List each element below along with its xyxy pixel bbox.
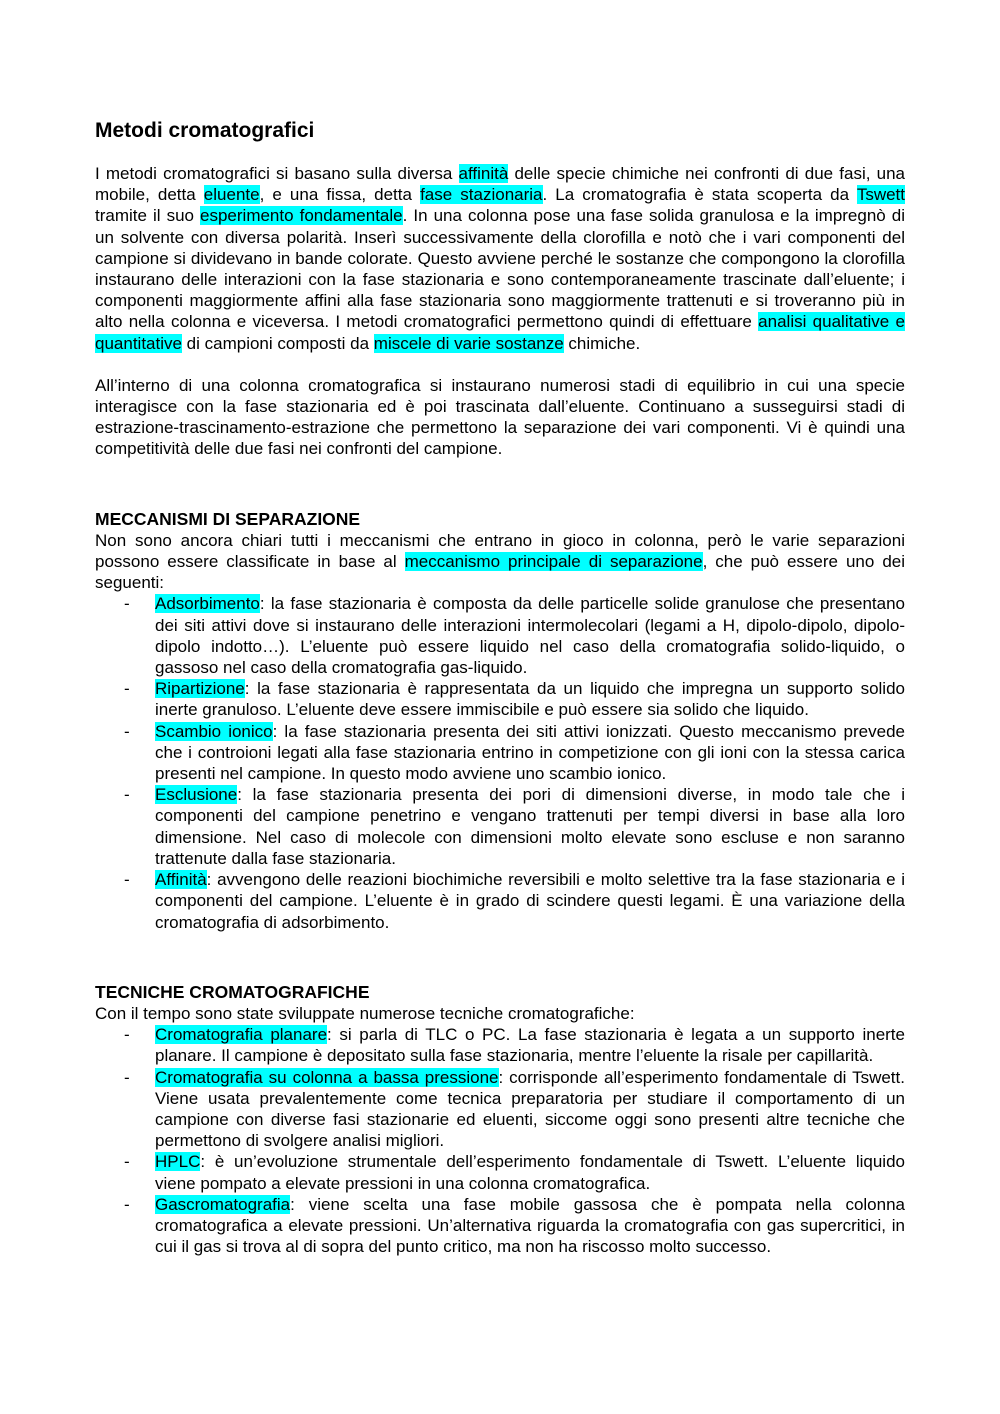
highlight-affinita: affinità [458, 164, 509, 183]
highlight-analisi: analisi qualitative e quantitative [95, 312, 905, 353]
list-term: Gascromatografia [155, 1194, 291, 1214]
list-dash: - [124, 594, 130, 614]
list-dash: - [124, 785, 130, 805]
text-run: chimiche. [563, 333, 641, 353]
list-item [95, 1024, 905, 1066]
list-item [95, 593, 905, 678]
list-item [95, 869, 905, 933]
list-dash: - [124, 721, 130, 741]
techniques-heading: TECNICHE CROMATOGRAFICHE [95, 981, 370, 1002]
highlight-meccanismo: meccanismo principale di separazione [404, 552, 703, 572]
list-term: Ripartizione [155, 679, 245, 699]
highlight-esperimento: esperimento fondamentale [200, 206, 403, 226]
list-dash: - [124, 1025, 130, 1045]
list-text: : è un’evoluzione strumentale dell’esperimento fondamentale di Tswett. L’eluente liquido viene pompato a elevate pressioni in una colonna cromatografica. [155, 1152, 905, 1193]
list-text: : la fase stazionaria presenta dei pori di dimensioni diverse, in modo tale che i componenti del campione penetrino e vengano trattenuti per tempi diversi in base alla loro dimensione. Nel caso di molecole con dimensioni molto elevate sono escluse e non saranno trattenute dalla fase stazionaria. [155, 785, 905, 868]
list-term: Esclusione [155, 785, 238, 805]
separation-list [95, 593, 905, 932]
highlight-miscele: miscele di varie sostanze [373, 333, 564, 353]
list-term: Cromatografia su colonna a bassa pressione [155, 1067, 499, 1087]
list-dash: - [124, 1152, 130, 1172]
list-term: HPLC [155, 1152, 201, 1172]
list-dash: - [124, 679, 130, 699]
text-run: di campioni composti da [181, 333, 374, 353]
page-title: Metodi cromatografici [95, 119, 315, 142]
list-item [95, 678, 905, 720]
list-text: : avvengono delle reazioni biochimiche reversibili e molto selettive tra la fase stazionaria e i componenti del campione. L’eluente è in grado di scindere questi legami. È una variazione della cromatografia di adsorbimento. [155, 870, 905, 932]
separation-heading: MECCANISMI DI SEPARAZIONE [95, 508, 361, 529]
list-dash: - [124, 870, 130, 890]
list-text: : la fase stazionaria è composta da delle particelle solide granulose che presentano dei siti attivi dove si instaurano delle interazioni intermolecolari (legami a H, dipolo-dipolo, dipolo-dipolo indotto…). L’eluente può essere liquido nel caso della cromatografia solido-liquido, o gassoso nel caso della cromatografia gas-liquido. [155, 594, 905, 678]
equilibrium-paragraph: All’interno di una colonna cromatografica si instaurano numerosi stadi di equilibrio in cui una specie interagisce con la fase stazionaria ed è poi trascinata dall’eluente. Continuano a susseguirsi stadi di estrazione-trascinamento-estrazione che permettono la separazione dei vari componenti. Vi è quindi una competitività delle due fasi nei confronti del campione. [95, 375, 905, 459]
highlight-fase-stazionaria: fase stazionaria [420, 185, 543, 205]
text-run: , che può essere uno dei seguenti: [95, 552, 905, 593]
list-text: : si parla di TLC o PC. La fase stazionaria è legata a un supporto inerte planare. Il campione è depositato sulla fase stazionaria, mentre l’eluente la risale per capillarità. [155, 1025, 905, 1066]
text-run: . La cromatografia è stata scoperta da [542, 185, 857, 205]
text-run: , e una fissa, detta [259, 185, 421, 205]
text-run: tramite il suo [95, 206, 201, 226]
list-term: Scambio ionico [155, 721, 273, 741]
list-item [95, 1067, 905, 1152]
list-item [95, 1194, 905, 1258]
text-run: . In una colonna pose una fase solida granulosa e la impregnò di un solvente con diversa polarità. Inserì successivamente della clorofilla e notò che i vari componenti del campione si dividevano in bande colorate. Questo avviene perché le sostanze che compongono la clorofilla instaurano delle interazioni con la fase stazionaria e sono contemporaneamente trascinate dall’eluente; i componenti maggiormente affini alla fase stazionaria sono maggiormente trattenuti e si troveranno più in alto nella colonna e viceversa. I metodi cromatografici permettono quindi di effettuare [95, 206, 906, 332]
list-text: : la fase stazionaria è rappresentata da un liquido che impregna un supporto solido inerte granuloso. L’eluente deve essere immiscibile e può essere sia solido che liquido. [155, 679, 905, 720]
list-term: Adsorbimento [155, 594, 260, 614]
highlight-eluente: eluente [203, 185, 260, 205]
text-run: Non sono ancora chiari tutti i meccanismi che entrano in gioco in colonna, però le varie separazioni possono essere classificate in base al [95, 530, 905, 572]
list-dash: - [124, 1067, 130, 1087]
list-text: : viene scelta una fase mobile gassosa che è pompata nella colonna cromatografica a elevate pressioni. Un’alternativa riguarda la cromatografia con gas supercritici, in cui il gas si trova al di sopra del punto critico, ma non ha riscosso molto successo. [155, 1194, 905, 1257]
separation-intro [95, 530, 905, 594]
list-dash: - [124, 1194, 130, 1214]
text-run: delle specie chimiche nei confronti di due fasi, una mobile, detta [95, 164, 905, 205]
techniques-intro: Con il tempo sono state sviluppate numerose tecniche cromatografiche: [95, 1003, 635, 1023]
highlight-tswett: Tswett [856, 185, 905, 205]
techniques-list [95, 1024, 905, 1257]
list-text: : la fase stazionaria presenta dei siti attivi ionizzati. Questo meccanismo prevede che i controioni legati alla fase stazionaria entrino in competizione con gli ioni con la stessa carica presenti nel campione. In questo modo avviene uno scambio ionico. [155, 721, 905, 784]
list-term: Affinità [155, 870, 207, 890]
text-run: I metodi cromatografici si basano sulla diversa [95, 164, 459, 183]
intro-paragraph [95, 163, 905, 354]
list-item [95, 1151, 905, 1193]
list-item [95, 784, 905, 869]
list-text: : corrisponde all’esperimento fondamentale di Tswett. Viene usata prevalentemente come tecnica preparatoria per studiare il comportamento di un campione con diverse fasi stazionarie ed eluenti, siccome oggi sono presenti altre tecniche che permettono di svolgere analisi migliori. [155, 1067, 905, 1151]
list-item [95, 721, 905, 785]
list-term: Cromatografia planare [155, 1025, 328, 1045]
document-page [95, 118, 905, 1257]
